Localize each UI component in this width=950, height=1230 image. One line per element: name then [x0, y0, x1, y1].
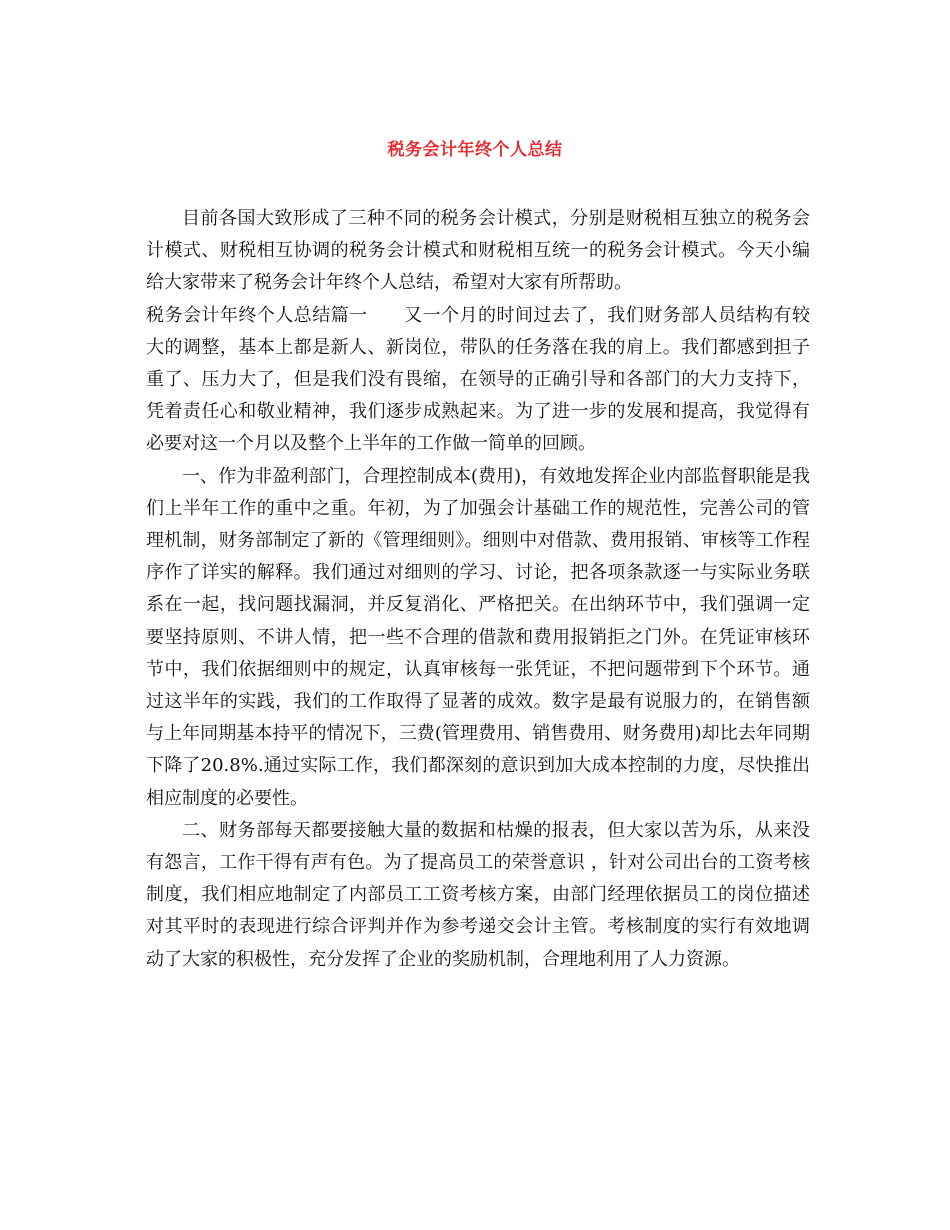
section-heading-part1: 税务会计年终个人总结篇一: [146, 304, 368, 326]
document-body: [146, 203, 810, 976]
document-title: 税务会计年终个人总结: [387, 140, 563, 160]
paragraph-point2: 二、财务部每天都要接触大量的数据和枯燥的报表，但大家以苦为乐，从来没有怨言，工作干得有声有色。为了提高员工的荣誉意识 ，针对公司出台的工资考核制度，我们相应地制定了内部员工工资考核方案，由部门经理依据员工的岗位描述对其平时的表现进行综合评判并作为参考递交会计主管。考核制度的实行有效地调动了大家的积极性，充分发挥了企业的奖励机制，合理地利用了人力资源。: [146, 819, 810, 970]
paragraph-point1: 一、作为非盈利部门，合理控制成本(费用)，有效地发挥企业内部监督职能是我们上半年工作的重中之重。年初，为了加强会计基础工作的规范性，完善公司的管理机制，财务部制定了新的《管理细则》。细则中对借款、费用报销、审核等工作程序作了详实的解释。我们通过对细则的学习、讨论，把各项条款逐一与实际业务联系在一起，找问题找漏洞，并反复消化、严格把关。在出纳环节中，我们强调一定要坚持原则、不讲人情，把一些不合理的借款和费用报销拒之门外。在凭证审核环节中，我们依据细则中的规定，认真审核每一张凭证，不把问题带到下个环节。通过这半年的实践，我们的工作取得了显著的成效。数字是最有说服力的，在销售额与上年同期基本持平的情况下，三费(管理费用、销售费用、财务费用)却比去年同期下降了20.8%.通过实际工作，我们都深刻的意识到加大成本控制的力度，尽快推出相应制度的必要性。: [146, 465, 810, 809]
paragraph-intro: 目前各国大致形成了三种不同的税务会计模式，分别是财税相互独立的税务会计模式、财税相互协调的税务会计模式和财税相互统一的税务会计模式。今天小编给大家带来了税务会计年终个人总结，希望对大家有所帮助。: [146, 208, 810, 294]
paragraph-part1-text: 又一个月的时间过去了，我们财务部人员结构有较大的调整，基本上都是新人、新岗位，带队的任务落在我的肩上。我们都感到担子重了、压力大了，但是我们没有畏缩，在领导的正确引导和各部门的大力支持下，凭着责任心和敬业精神，我们逐步成熟起来。为了进一步的发展和提高，我觉得有必要对这一个月以及整个上半年的工作做一简单的回顾。: [146, 304, 811, 455]
paragraph-part1: [146, 300, 810, 461]
